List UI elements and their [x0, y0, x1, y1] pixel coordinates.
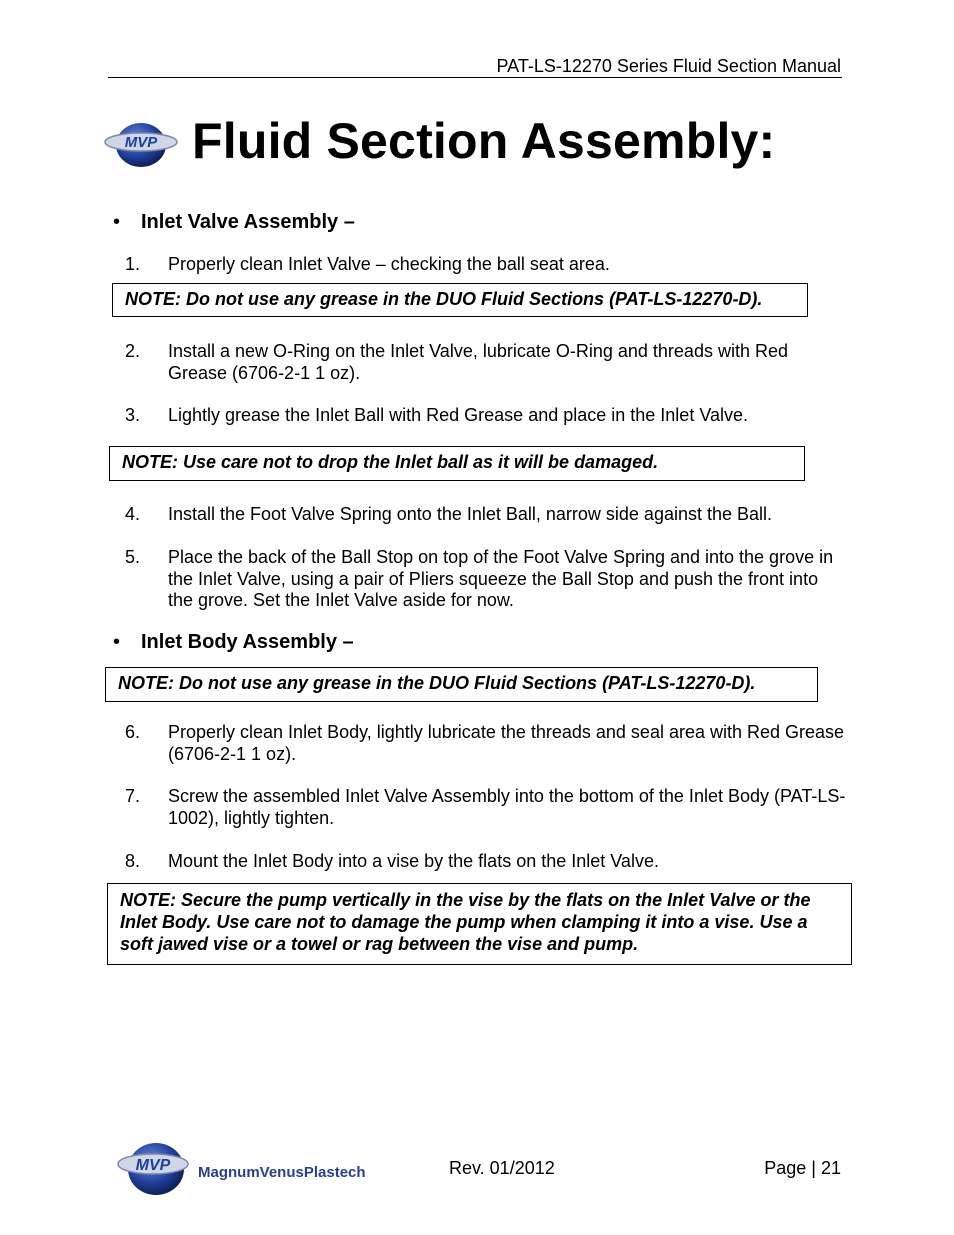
step-text: Place the back of the Ball Stop on top of the Foot Valve Spring and into the grove in the Inlet Valve, using a pair of Pliers squeeze the Ball Stop and push the front into the grove. Set the Inlet Valve aside for now.	[168, 547, 834, 610]
section-heading-inlet-body	[113, 631, 354, 654]
revision-label: Rev. 01/2012	[449, 1158, 555, 1178]
company-name: MagnumVenusPlastech	[198, 1164, 366, 1181]
header-divider	[108, 77, 842, 78]
step-text: Install the Foot Valve Spring onto the Inlet Ball, narrow side against the Ball.	[168, 504, 773, 524]
step-text: Mount the Inlet Body into a vise by the flats on the Inlet Valve.	[168, 851, 659, 871]
step-number: 1.	[125, 254, 141, 274]
page-number: Page | 21	[764, 1158, 841, 1178]
section-heading-inlet-valve	[113, 211, 355, 234]
header-manual-title: PAT-LS-12270 Series Fluid Section Manual	[496, 56, 841, 76]
page-title: Fluid Section Assembly:	[192, 113, 776, 169]
step-number: 4.	[125, 504, 141, 524]
mvp-logo	[104, 116, 178, 168]
step-text: Lightly grease the Inlet Ball with Red Grease and place in the Inlet Valve.	[168, 405, 749, 425]
company-logo	[116, 1138, 406, 1198]
step-number: 6.	[125, 722, 141, 742]
step-text: Properly clean Inlet Valve – checking the ball seat area.	[168, 254, 610, 274]
step-number: 2.	[125, 341, 141, 361]
bullet-icon: •	[113, 631, 121, 653]
note-no-grease: NOTE: Do not use any grease in the DUO Fluid Sections (PAT-LS-12270-D).	[105, 667, 818, 702]
step-number: 7.	[125, 786, 141, 806]
note-no-grease: NOTE: Do not use any grease in the DUO Fluid Sections (PAT-LS-12270-D).	[112, 283, 808, 317]
step-number: 8.	[125, 851, 141, 871]
heading-text: Inlet Body Assembly –	[141, 631, 354, 653]
step-text: Screw the assembled Inlet Valve Assembly into the bottom of the Inlet Body (PAT-LS-1002), lightly tighten.	[168, 786, 846, 828]
logo-text: MVP	[124, 134, 158, 151]
step-number: 3.	[125, 405, 141, 425]
heading-text: Inlet Valve Assembly –	[141, 211, 355, 233]
step-text: Properly clean Inlet Body, lightly lubricate the threads and seal area with Red Grease (6706-2-1 1 oz).	[168, 722, 845, 764]
bullet-icon: •	[113, 211, 121, 233]
note-secure-pump: NOTE: Secure the pump vertically in the vise by the flats on the Inlet Valve or the Inlet Body. Use care not to damage the pump when clamping it into a vise. Use a soft jawed vise or a towel or rag between the vise and pump.	[107, 883, 852, 965]
note-inlet-ball: NOTE: Use care not to drop the Inlet ball as it will be damaged.	[109, 446, 805, 481]
logo-text: MVP	[135, 1157, 171, 1174]
step-text: Install a new O-Ring on the Inlet Valve, lubricate O-Ring and threads with Red Grease (6706-2-1 1 oz).	[168, 341, 788, 383]
step-number: 5.	[125, 547, 141, 567]
